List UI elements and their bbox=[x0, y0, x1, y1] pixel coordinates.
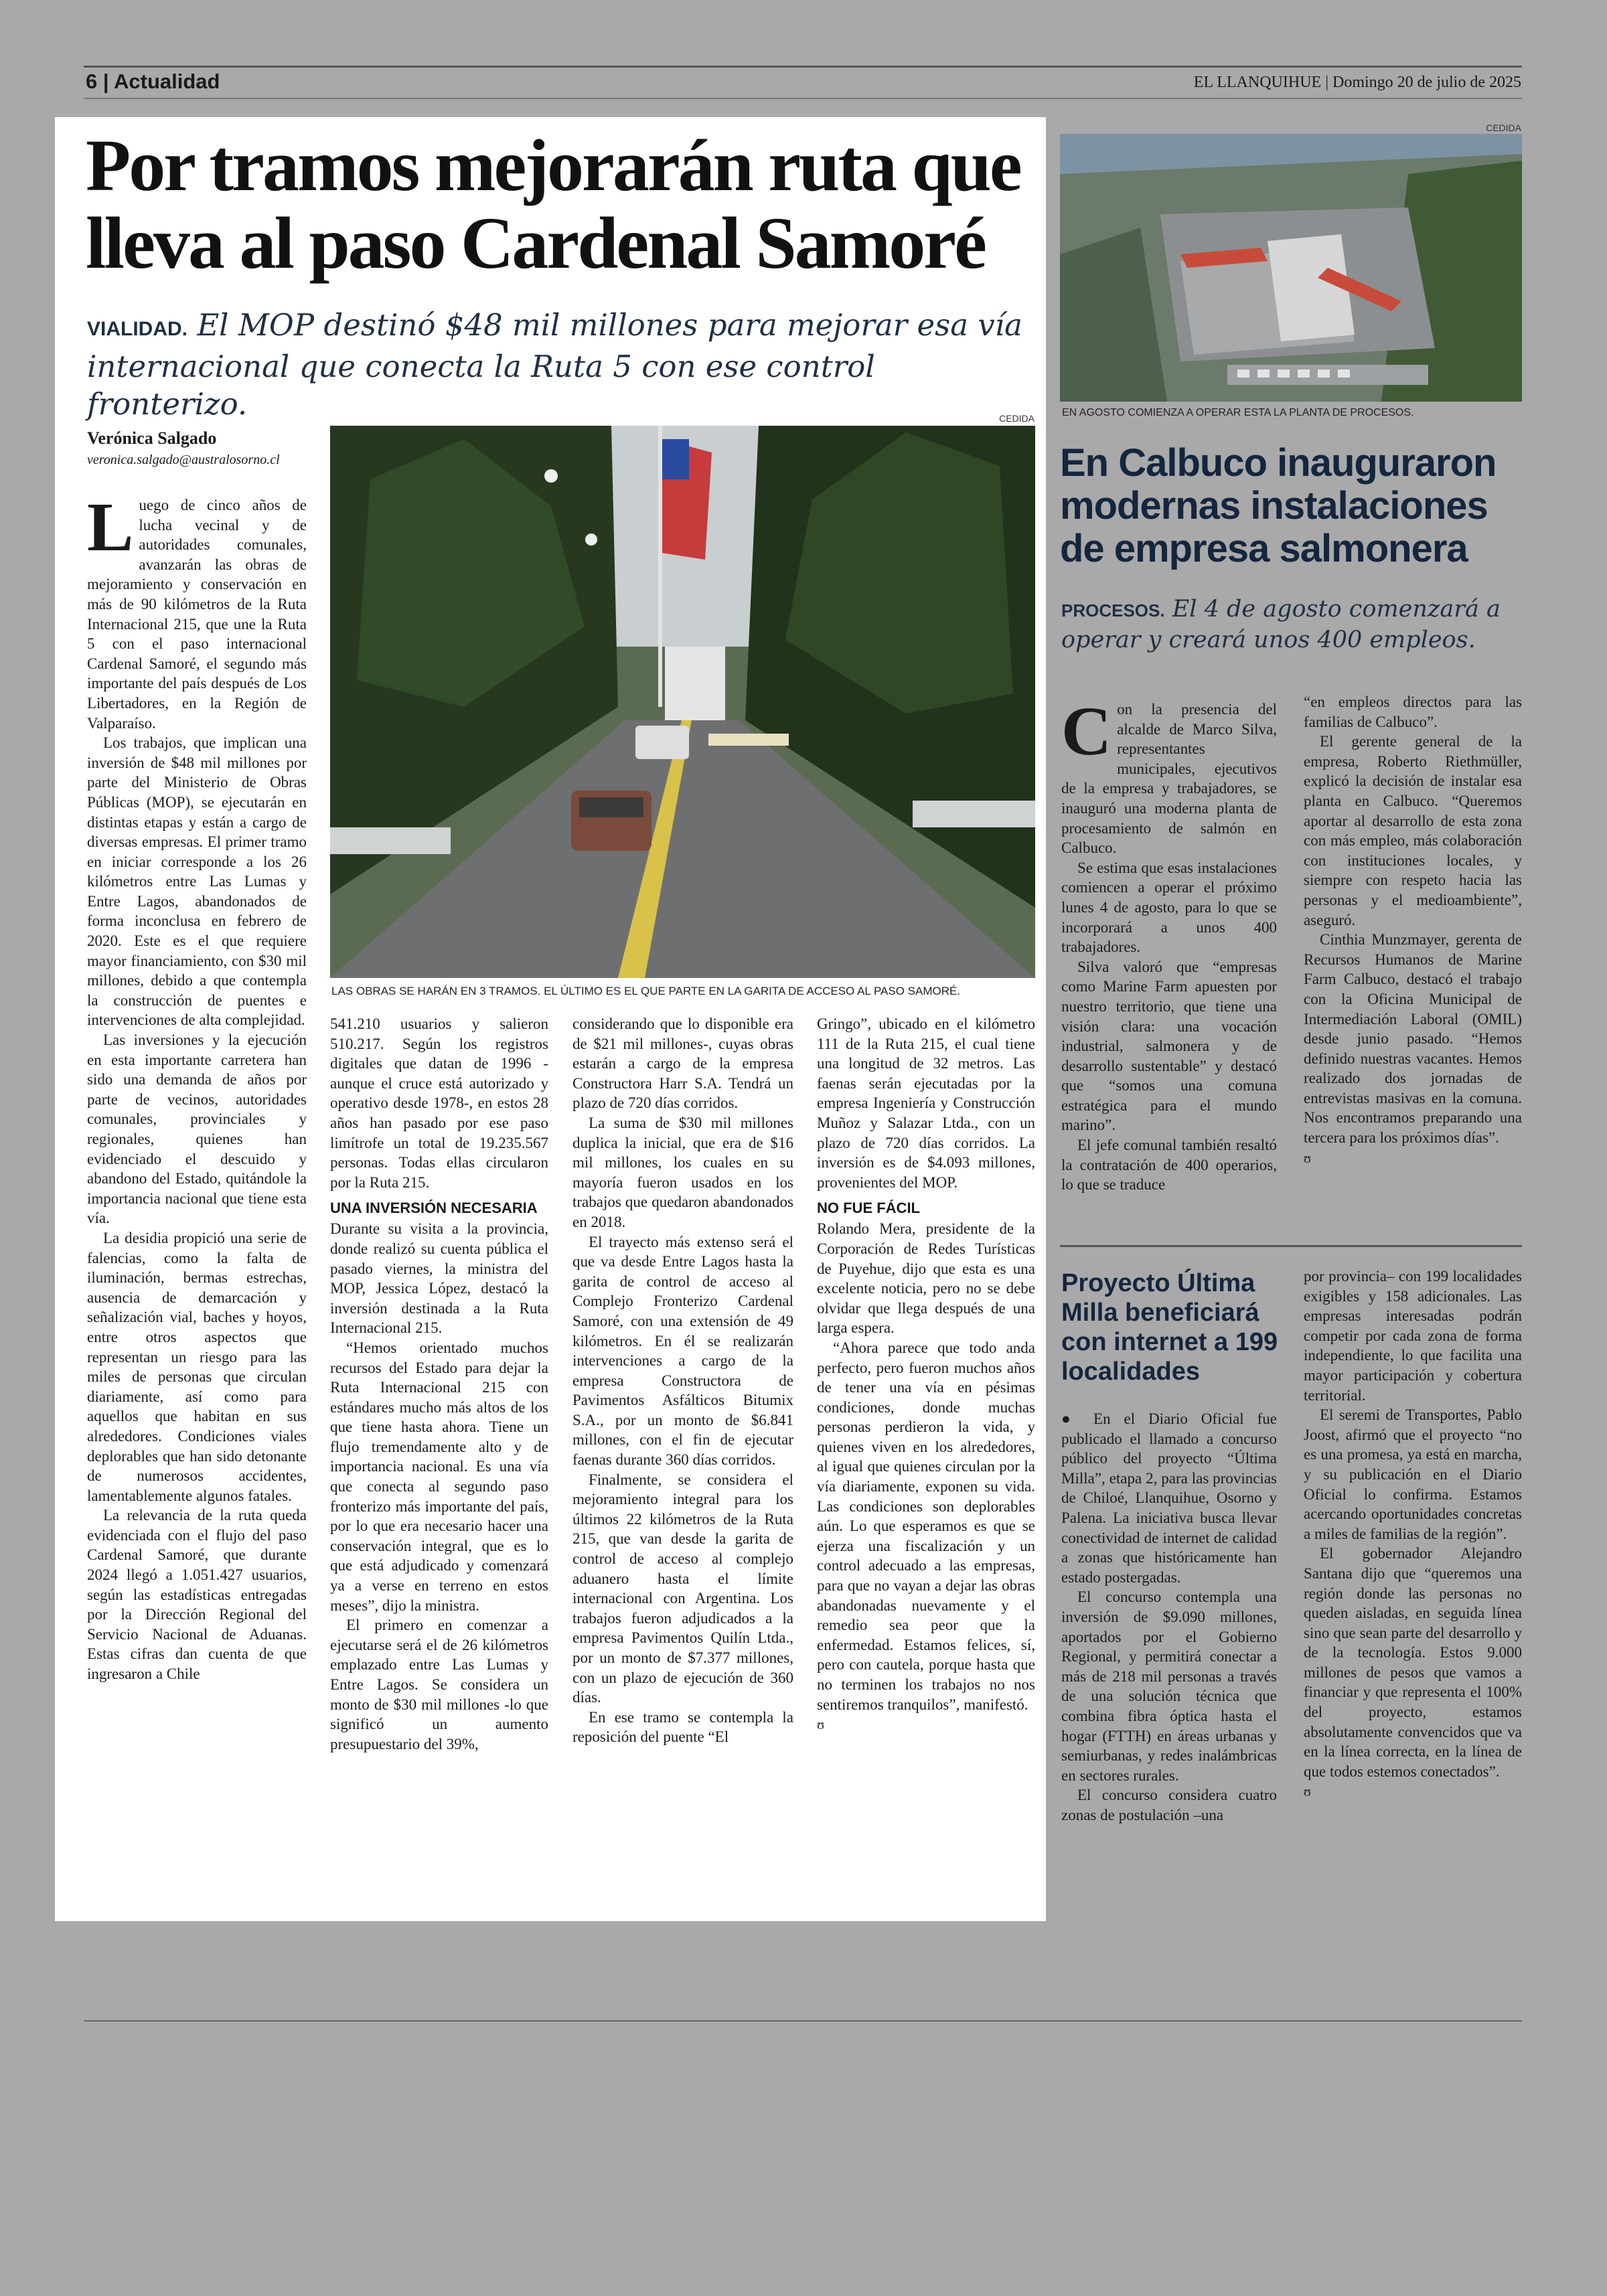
header-bottom-rule bbox=[84, 98, 1522, 99]
side-photo-caption: EN AGOSTO COMIENZA A OPERAR ESTA LA PLANTA DE PROCESOS. bbox=[1062, 407, 1414, 418]
bullet-icon: ● bbox=[1061, 1410, 1094, 1427]
side-headline: En Calbuco inauguraron modernas instalaciones de empresa salmonera bbox=[1060, 441, 1497, 570]
main-col3-p5: En ese tramo se contempla la reposición del puente “El bbox=[572, 1708, 793, 1746]
plant-aerial-illustration bbox=[1060, 134, 1522, 402]
page-bottom-rule bbox=[84, 2020, 1522, 2022]
brief-headline: Proyecto Última Milla beneficiará con internet a 199 localidades bbox=[1061, 1269, 1278, 1386]
main-col4-p1: Gringo”, ubicado en el kilómetro 111 de la Ruta 215, el cual tiene una longitud de 32 metros. Las faenas serán ejecutadas por la empresa Ingeniería y Construcción Muñoz y Salazar Ltda., con un plazo de 720 días corridos. La inversión es de $4.093 millones, provenientes del MOP. bbox=[817, 1015, 1035, 1191]
main-col2-p4: El primero en comenzar a ejecutarse será el de 26 kilómetros emplazado entre Las Lumas y Entre Lagos. Se considera un monto de $30 mil millones -lo que significó un aumento presupuestario del 39%, bbox=[330, 1617, 548, 1752]
main-col-4 bbox=[817, 1014, 1035, 1736]
paper-name: EL LLANQUIHUE bbox=[1193, 74, 1322, 91]
main-col1-p3: Las inversiones y la ejecución en esta importante carretera han sido una demanda de años por parte de vecinos, autoridades comunales, provinciales y regionales, quienes han evidenciado el descuido y abandono del Estado, quitándole la importancia nacional que tiene esta vía. bbox=[87, 1032, 307, 1227]
side-col1-p3: Silva valoró que “empresas como Marine Farm apuesten por nuestro territorio, que tiene una visión clara: una vocación industrial, salmonera y de desarrollo sustentable” y destacó que “somos una comuna estratégica para el mundo marino”. bbox=[1061, 958, 1277, 1134]
main-photo-credit: CEDIDA bbox=[999, 413, 1035, 424]
main-col1-p1: uego de cinco años de lucha vecinal y de autoridades comunales, avanzarán las obras de mejoramiento y conservación en más de 90 kilómetros de la Ruta Internacional 215, que une la Ruta 5 con el paso internacional Cardenal Samoré, el segundo más importante del país después de Los Libertadores, en la Región de Valparaíso. bbox=[87, 497, 307, 732]
dateline-separator: | bbox=[1325, 74, 1333, 91]
side-photo-credit: CEDIDA bbox=[1486, 122, 1521, 133]
side-photo bbox=[1060, 134, 1522, 402]
main-col3-p3: El trayecto más extenso será el que va desde Entre Lagos hasta la garita de control de acceso al Complejo Fronterizo Cardenal Samoré, con una extensión de 49 kilómetros. En él se realizarán intervenciones a cargo de la empresa Constructora de Pavimentos Asfálticos Bitumix S.A., por un monto de $6.841 millones, con el fin de ejecutar faenas durante 360 días corridos. bbox=[572, 1233, 793, 1469]
side-deck bbox=[1061, 594, 1523, 655]
issue-date: Domingo 20 de julio de 2025 bbox=[1332, 74, 1521, 91]
main-end-mark: ʊ bbox=[817, 1718, 824, 1733]
side-col2-p2: El gerente general de la empresa, Roberto Riethmüller, explicó la decisión de instalar esa planta en Calbuco. “Queremos aportar al desarrollo de esta zona con más empleo, más colaboración con instituciones locales, y siempre con respeto hacia las personas y el medioambiente”, aseguró. bbox=[1304, 733, 1522, 928]
main-col-2 bbox=[330, 1014, 548, 1754]
folio-separator: | bbox=[102, 70, 114, 93]
main-dropcap: L bbox=[87, 489, 134, 566]
brief-divider bbox=[1060, 1245, 1522, 1247]
byline bbox=[87, 428, 315, 468]
main-deck bbox=[87, 307, 1038, 423]
main-deck-text: El MOP destinó $48 mil millones para mejorar esa vía internacional que conecta la Ruta 5 con ese control fronterizo. bbox=[87, 307, 1022, 422]
brief-col-2 bbox=[1304, 1266, 1522, 1803]
side-col2-p1: “en empleos directos para las familias de Calbuco”. bbox=[1304, 693, 1522, 730]
brief-col-1 bbox=[1061, 1409, 1277, 1825]
brief-p1-text: En el Diario Oficial fue publicado el llamado a concurso público del proyecto “Última Milla”, etapa 2, para las provincias de Chiloé, Llanquihue, Osorno y Palena. La iniciativa busca llevar conectividad de internet de calidad a zonas que históricamente han estado postergadas. bbox=[1061, 1410, 1277, 1586]
main-kicker: VIALIDAD. bbox=[87, 318, 187, 340]
main-col3-p4: Finalmente, se considera el mejoramiento integral para los últimos 22 kilómetros de la Ruta 215, que van desde la garita de control de acceso al complejo aduanero hasta el límite internacional con Argentina. Los trabajos fueron adjudicados a la empresa Pavimentos Quilín Ltda., por un monto de $7.377 millones, con un plazo de ejecución de 360 días. bbox=[572, 1471, 793, 1706]
main-col3-p1: considerando que lo disponible era de $21 mil millones-, cuyas obras estarán a cargo de la empresa Constructora Harr S.A. Tendrá un plazo de 720 días corridos. bbox=[572, 1015, 793, 1112]
main-photo-caption: LAS OBRAS SE HARÁN EN 3 TRAMOS. EL ÚLTIMO ES EL QUE PARTE EN LA GARITA DE ACCESO AL PASO SAMORÉ. bbox=[331, 985, 961, 997]
main-col2-p1: 541.210 usuarios y salieron 510.217. Según los registros digitales que datan de 1996 -aunque el cruce está autorizado y operativo desde 1978-, en estos 28 años han pasado por ese paso limítrofe un total de 19.235.567 personas. Todas ellas circularon por la Ruta 215. bbox=[330, 1015, 548, 1191]
brief-p1 bbox=[1061, 1409, 1277, 1587]
header-top-rule bbox=[84, 66, 1522, 68]
side-col1-p2: Se estima que esas instalaciones comiencen a operar el próximo lunes 4 de agosto, para lo que se incorporará a unos 400 trabajadores. bbox=[1061, 859, 1277, 956]
main-col4-p2: Rolando Mera, presidente de la Corporación de Redes Turísticas de Puyehue, dijo que esta es una excelente noticia, pero no se debe olvidar que llega después de una larga espera. bbox=[817, 1220, 1035, 1337]
brief-p2: El concurso contempla una inversión de $9.090 millones, aportados por el Gobierno Regional, y permitirá conectar a más de 218 mil personas a través de una solución técnica que combina fibra óptica hasta el hogar (FTTH) en áreas urbanas y semiurbanas, y redes inalámbricas en sectores rurales. bbox=[1061, 1588, 1277, 1784]
road-photo-illustration bbox=[330, 426, 1035, 978]
author-email[interactable]: veronica.salgado@australosorno.cl bbox=[87, 453, 280, 467]
main-col1-p5: La relevancia de la ruta queda evidenciada con el flujo del paso Cardenal Samoré, que durante 2024 llegó a 1.051.427 usuarios, según las estadísticas entregadas por la Dirección Regional del Servicio Nacional de Aduanas. Estas cifras dan cuenta de que ingresaron a Chile bbox=[87, 1507, 307, 1683]
main-col-3 bbox=[572, 1014, 793, 1747]
main-col2-p3: “Hemos orientado muchos recursos del Estado para dejar la Ruta Internacional 215 con estándares mucho más altos de los que tiene hasta ahora. Tiene un flujo tremendamente alto y de importancia nacional. Es una vía que conecta al segundo paso fronterizo más importante del país, por lo que era necesario hacer una conservación integral, que es lo que está adjudicado y comenzará ya a verse en terreno en estos meses”, dijo la ministra. bbox=[330, 1339, 548, 1614]
main-headline: Por tramos mejorarán ruta que lleva al paso Cardenal Samoré bbox=[86, 125, 1020, 284]
side-col1-p1: on la presencia del alcalde de Marco Silva, representantes municipales, ejecutivos de la empresa y trabajadores, se inauguró una moderna planta de procesamiento de salmón en Calbuco. bbox=[1061, 701, 1277, 857]
side-col1-p4: El jefe comunal también resaltó la contratación de 400 operarios, lo que se traduce bbox=[1061, 1137, 1277, 1194]
side-col-2 bbox=[1304, 692, 1522, 1169]
side-dropcap: C bbox=[1061, 693, 1112, 770]
brief-p4: por provincia– con 199 localidades exigibles y 158 adicionales. Las empresas interesadas podrán competir por cada zona de forma independiente, lo que facilita una mayor participación y cobertura territorial. bbox=[1304, 1268, 1522, 1404]
paper-dateline bbox=[1194, 74, 1521, 92]
author-name: Verónica Salgado bbox=[87, 428, 217, 448]
main-col3-p2: La suma de $30 mil millones duplica la inicial, que era de $16 mil millones, los cuales en su mayoría fueron usados en los trabajos que quedaron abandonados en 2018. bbox=[572, 1114, 793, 1230]
main-col-1 bbox=[87, 489, 307, 1684]
main-col1-p4: La desidia propició una serie de falencias, como la falta de iluminación, bermas estrechas, ausencia de demarcación y señalización vial, baches y hoyos, entre otros aspectos que representan un riesgo para las miles de personas que circulan diariamente, así como para aquellos que habitan en sus alrededores. Condiciones viales deplorables que han sido detonante de numerosos accidentes, lamentablemente algunos fatales. bbox=[87, 1229, 307, 1504]
side-kicker: PROCESOS. bbox=[1061, 600, 1165, 621]
brief-p5: El seremi de Transportes, Pablo Joost, afirmó que el proyecto “no es una promesa, ya está en marcha, y su publicación en el Diario Oficial lo confirma. Estamos acercando oportunidades concretas a miles de familias de la región”. bbox=[1304, 1406, 1522, 1542]
main-col4-subhead: NO FUE FÁCIL bbox=[817, 1200, 920, 1217]
main-photo bbox=[330, 426, 1035, 978]
main-col1-p2: Los trabajos, que implican una inversión de $48 mil millones por parte del Ministerio de Obras Públicas (MOP), se ejecutarán en distintas etapas y están a cargo de diversas empresas. El primer tramo en iniciar corresponde a los 26 kilómetros entre Las Lumas y Entre Lagos, abandonados de forma inconclusa en febrero de 2020. Este es el que requiere mayor financiamiento, con $30 mil millones, debido a que contempla la construcción de puentes e intervenciones de alta complejidad. bbox=[87, 734, 307, 1029]
page-number: 6 bbox=[86, 70, 98, 93]
section-name: Actualidad bbox=[114, 70, 220, 93]
brief-p6: El gobernador Alejandro Santana dijo que “queremos una región donde las personas no queden aisladas, en seguida línea sino que sean parte del desarrollo y de la tecnología. Estos 9.000 millones de pesos que vamos a financiar y que representa el 100% del proyecto, estamos absolutamente convencidos que va en la línea correcta, en la línea de que todos estemos conectados”. bbox=[1304, 1545, 1522, 1780]
brief-p3: El concurso considera cuatro zonas de postulación –una bbox=[1061, 1787, 1277, 1823]
side-deck-text: El 4 de agosto comenzará a operar y creará unos 400 empleos. bbox=[1061, 596, 1501, 653]
main-col2-p2: Durante su visita a la provincia, donde realizó su cuenta pública el pasado viernes, la ministra del MOP, Jessica López, destacó la inversión destinada a la Ruta Internacional 215. bbox=[330, 1220, 548, 1337]
main-col2-subhead: UNA INVERSIÓN NECESARIA bbox=[330, 1200, 538, 1217]
side-col2-p3: Cinthia Munzmayer, gerenta de Recursos Humanos de Marine Farm Calbuco, destacó el trabajo con la Oficina Municipal de Intermediación Laboral (OMIL) desde junio pasado. “Hemos definido nuestras vacantes. Hemos realizado dos jornadas de entrevistas masivas en la comuna. Nos encontramos preparando una tercera para los próximos días”. bbox=[1304, 931, 1522, 1147]
brief-end-mark: ʊ bbox=[1304, 1785, 1311, 1800]
main-col4-p3: “Ahora parece que todo anda perfecto, pero fueron muchos años de tener una vía en pésimas condiciones, donde muchas personas perdieron la vida, y quienes viven en los alrededores, al igual que quienes circulan por la vía diariamente, exponen su vida. Las condiciones son deplorables aún. Lo que esperamos es que se ejerza una fiscalización y un control adecuado a las empresas, para que no vayan a dejar las obras abandonadas nuevamente y el remedio sea peor que la enfermedad. Estamos felices, sí, pero con cautela, porque hasta que no terminen los trabajos no nos sentiremos tranquilos”, manifestó. bbox=[817, 1339, 1035, 1713]
side-end-mark: ʊ bbox=[1304, 1151, 1311, 1166]
side-col-1 bbox=[1061, 693, 1277, 1195]
page-folio bbox=[86, 70, 220, 94]
